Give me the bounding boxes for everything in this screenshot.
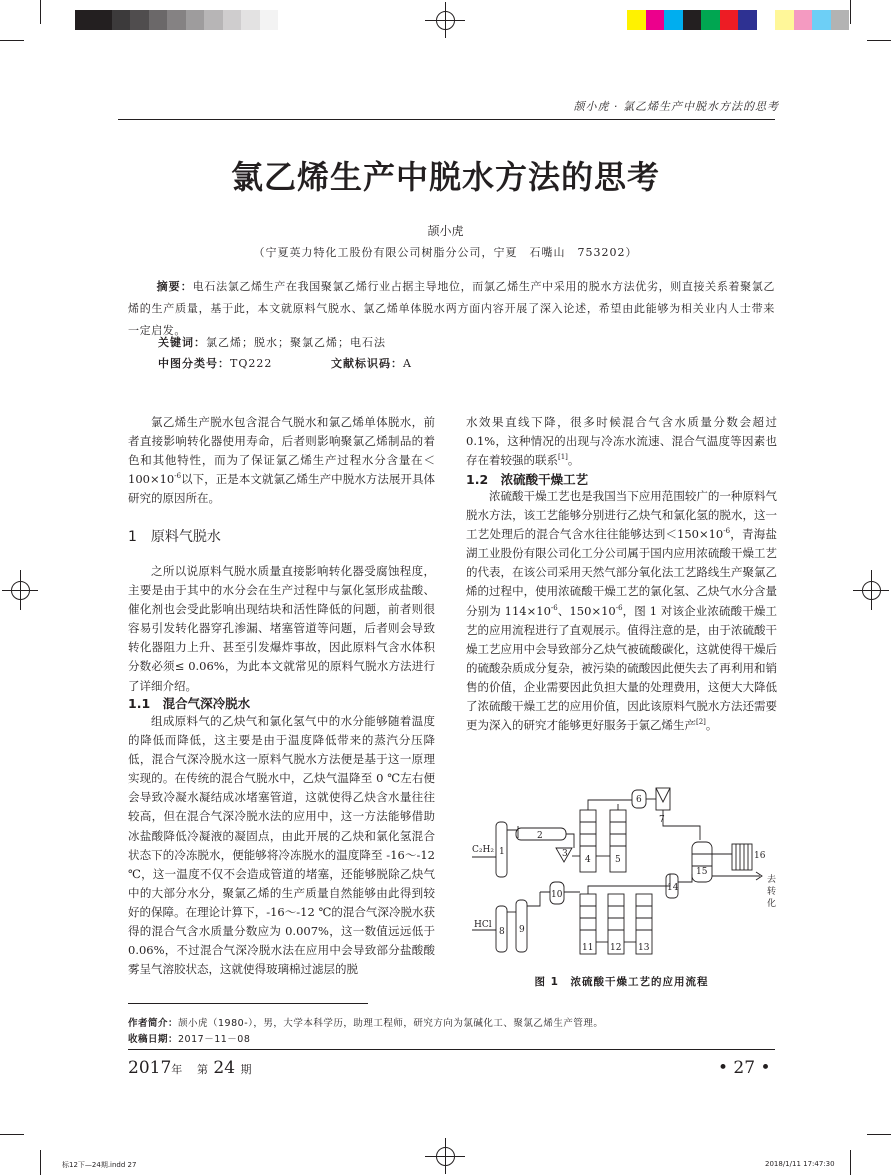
crop-mark: [0, 40, 24, 41]
slug-datetime: 2018/1/11 17:47:30: [765, 1160, 835, 1168]
author-bio: [128, 1015, 603, 1029]
calibration-swatch: [260, 10, 279, 30]
text: ，青海盐湖工业股份有限公司化工分公司属于国内应用浓硫酸干燥工艺的代表，在该公司采用天然气部分氧化法工艺路线生产聚氯乙烯的过程中，使用浓硫酸干燥工艺的氯化氢、乙炔气水分含量分别为 114×10: [466, 527, 778, 618]
citation-ref: [1]: [558, 453, 568, 462]
keywords: [158, 334, 386, 350]
header-rule: [118, 119, 775, 120]
issue-prefix: 第: [197, 1063, 208, 1076]
superscript: -6: [615, 603, 623, 612]
clc-number: [158, 355, 272, 371]
unit-number: 5: [615, 855, 621, 865]
unit-number: 2: [537, 831, 543, 841]
registration-mark: [853, 570, 889, 610]
outlet-label-2: 转: [767, 887, 777, 897]
calibration-swatch: [112, 10, 131, 30]
crop-mark: [850, 0, 851, 24]
calibration-swatch: [186, 10, 205, 30]
footer-year: [128, 1058, 182, 1078]
author-bio-label: 作者简介：: [128, 1018, 179, 1029]
calibration-swatch: [701, 10, 720, 30]
received-date-label: 收稿日期：: [128, 1034, 179, 1045]
calibration-swatch: [775, 10, 794, 30]
text: ，图 1 对该企业浓硫酸干燥工艺的应用流程进行了直观展示。值得注意的是，由于浓硫酸干燥工艺应用中会导致部分乙炔气被硫酸碳化，这就使得干燥后的硫酸杂质成分复杂，被污染的硫酸因此便失去了再利用和销售的价值，企业需要因此负担大量的处理费用，这便大大降低了浓硫酸干燥工艺的应用价值，因此该原料气脱水方法还需要更为深入的研究才能够更好服务于氯乙烯生产: [466, 603, 777, 733]
calibration-swatch: [738, 10, 757, 30]
grayscale-calibration-bar: [56, 10, 278, 30]
crop-mark: [867, 1134, 891, 1135]
calibration-swatch: [204, 10, 223, 30]
superscript: -6: [723, 527, 731, 536]
unit-number: 8: [499, 927, 505, 937]
calibration-swatch: [75, 10, 94, 30]
outlet-label-1: 去: [767, 875, 777, 885]
continued-paragraph: [466, 413, 777, 470]
calibration-swatch: [130, 10, 149, 30]
intro-text-2: 以下，正是本文就氯乙烯生产中脱水方法展开具体研究的原因所在。: [128, 472, 435, 506]
author-bio-text: 颉小虎（1980-），男，大学本科学历，助理工程师，研究方向为氯碱化工、聚氯乙烯生产管理。: [178, 1018, 604, 1029]
unit-number: 4: [585, 855, 591, 865]
continued-text: 水效果直线下降，很多时候混合气含水质量分数会超过 0.1%，这种情况的出现与冷冻水流速、混合气温度等因素也存在着较强的联系: [466, 415, 777, 468]
calibration-swatch: [149, 10, 168, 30]
author-name: 颉小虎: [427, 224, 464, 238]
crop-mark: [0, 1134, 24, 1135]
crop-mark: [40, 0, 41, 24]
subsection-heading-1-2: 1.2 浓硫酸干燥工艺: [466, 472, 589, 487]
calibration-swatch: [627, 10, 646, 30]
footnote-rule: [128, 1003, 368, 1004]
keywords-label: 关键词：: [158, 336, 206, 349]
unit-number: 6: [636, 795, 642, 805]
received-date: [128, 1031, 250, 1045]
crop-mark: [867, 40, 891, 41]
outlet-label-3: 化: [767, 899, 777, 909]
subsection-heading-1-1: 1.1 混合气深冷脱水: [128, 696, 251, 711]
calibration-swatch: [683, 10, 702, 30]
subsection-1-2-paragraph: [466, 487, 777, 735]
clc-value: TQ222: [230, 357, 273, 370]
year-value: 2017: [128, 1058, 172, 1078]
crop-mark: [40, 1150, 41, 1175]
unit-number: 3: [562, 849, 568, 859]
calibration-swatch: [646, 10, 665, 30]
unit-number: 15: [696, 867, 708, 877]
clc-label: 中图分类号：: [158, 357, 230, 370]
calibration-swatch: [794, 10, 813, 30]
year-unit: 年: [171, 1063, 183, 1076]
unit-number: 10: [551, 890, 563, 900]
footer-issue: [197, 1058, 251, 1078]
superscript: -6: [174, 472, 182, 481]
process-flow-diagram: [470, 782, 780, 967]
slug-filename: 标12下—24期.indd 27: [62, 1161, 137, 1169]
citation-ref: [2]: [696, 718, 706, 727]
calibration-swatch: [720, 10, 739, 30]
unit-number: 9: [519, 925, 525, 935]
keywords-text: 氯乙烯；脱水；聚氯乙烯；电石法: [206, 336, 386, 349]
unit-number: 16: [754, 851, 766, 861]
issue-unit: 期: [240, 1063, 252, 1076]
calibration-swatch: [56, 10, 75, 30]
calibration-swatch: [664, 10, 683, 30]
calibration-swatch: [223, 10, 242, 30]
feed-label-hcl: HCl: [474, 920, 492, 930]
issue-number: 24: [213, 1058, 236, 1078]
calibration-swatch: [93, 10, 112, 30]
unit-number: 12: [610, 943, 622, 953]
color-calibration-bar: [627, 10, 849, 30]
superscript: -6: [550, 603, 558, 612]
running-title: 颉小虎 · 氯乙烯生产中脱水方法的思考: [573, 100, 779, 113]
unit-number: 14: [667, 883, 679, 893]
section-heading-1: 1 原料气脱水: [128, 529, 221, 545]
unit-number: 11: [582, 943, 594, 953]
calibration-swatch: [831, 10, 850, 30]
unit-number: 13: [638, 943, 650, 953]
unit-number: 7: [659, 815, 665, 825]
abstract: [128, 276, 775, 342]
page-number: • 27 •: [718, 1058, 771, 1078]
figure-caption: 图 1 浓硫酸干燥工艺的应用流程: [534, 976, 709, 988]
unit-16: [732, 844, 752, 870]
abstract-text: 电石法氯乙烯生产在我国聚氯乙烯行业占据主导地位，而氯乙烯生产中采用的脱水方法优劣，则直接关系着聚氯乙烯的生产质量，基于此，本文就原料气脱水、氯乙烯单体脱水两方面内容开展了深入论述，希望由此能够为相关业内人士带来一定启发。: [128, 280, 776, 337]
author-affiliation: （宁夏英力特化工股份有限公司树脂分公司，宁夏 石嘴山 753202）: [253, 246, 638, 259]
registration-mark: [425, 1138, 465, 1174]
unit-number: 1: [499, 847, 505, 857]
calibration-swatch: [241, 10, 260, 30]
registration-mark: [2, 570, 38, 610]
subsection-1-1-paragraph: 组成原料气的乙炔气和氯化氢气中的水分能够随着温度的降低而降低，这主要是由于温度降低带来的蒸汽分压降低，混合气深冷脱水这一原料气脱水方法便是基于这一原理实现的。在传统的混合气脱水中，乙炔气温降至 0 ℃左右便会导致冷凝水凝结成冰堵塞管道，这就使得乙炔含水量往往较高，但在混合气深冷脱水法的应用中，这一方法能够借助冰盐酸降低冷凝液的凝固点，由此开展的乙炔和氯化氢混合状态下的冷冻脱水，便能够将冷冻脱水的温度降至 -16～-12 ℃，这一温度不仅不会造成管道的堵塞，还能够脱除乙炔气中的大部分水分，聚氯乙烯的生产质量自然能够由此得到较好的保障。在理论计算下，-16～-12 ℃的混合气深冷脱水获得的混合气含水质量分数应为 0.007%，这一数值远远低于 0.06%，不过混合气深冷脱水法在应用中会导致部分盐酸酸雾呈气溶胶状态，这就使得玻璃棉过滤层的脱: [128, 714, 435, 977]
abstract-label: 摘要：: [156, 280, 193, 293]
received-date-value: 2017－11－08: [178, 1034, 251, 1045]
text: 、150×10: [557, 603, 616, 618]
crop-mark: [850, 1150, 851, 1175]
intro-text-1: 氯乙烯生产脱水包含混合气脱水和氯乙烯单体脱水，前者直接影响转化器使用寿命，后者则影响聚氯乙烯制品的着色和其他特性，而为了保证氯乙烯生产过程水分含量在＜100×10: [128, 415, 435, 487]
punctuation: 。: [567, 453, 580, 468]
punctuation: 。: [705, 718, 718, 733]
document-code: [331, 355, 412, 371]
registration-mark: [425, 2, 465, 38]
feed-label-acetylene: C₂H₂: [472, 845, 494, 855]
doc-code-label: 文献标识码：: [331, 357, 403, 370]
calibration-swatch: [757, 10, 776, 30]
text: 浓硫酸干燥工艺也是我国当下应用范围较广的一种原料气脱水方法，该工艺能够分别进行乙炔气和氯化氢的脱水，这一工艺处理后的混合气含水往往能够达到＜150×10: [466, 489, 777, 542]
calibration-swatch: [812, 10, 831, 30]
intro-paragraph: [128, 413, 435, 508]
section-1-paragraph: 之所以说原料气脱水质量直接影响转化器受腐蚀程度，主要是由于其中的水分会在生产过程中与氯化氢形成盐酸、催化剂也会受此影响出现结块和活性降低的问题，前者则很容易引发转化器穿孔渗漏、堵塞管道等问题，后者则会导致转化器阻力上升、甚至引发爆炸事故，因此原料气含水体积分数必须≤ 0.06%，为此本文就常见的原料气脱水方法进行了详细介绍。: [128, 564, 435, 693]
article-title: 氯乙烯生产中脱水方法的思考: [230, 158, 660, 196]
calibration-swatch: [167, 10, 186, 30]
doc-code-value: A: [403, 357, 412, 370]
footer-rule: [128, 1049, 775, 1050]
